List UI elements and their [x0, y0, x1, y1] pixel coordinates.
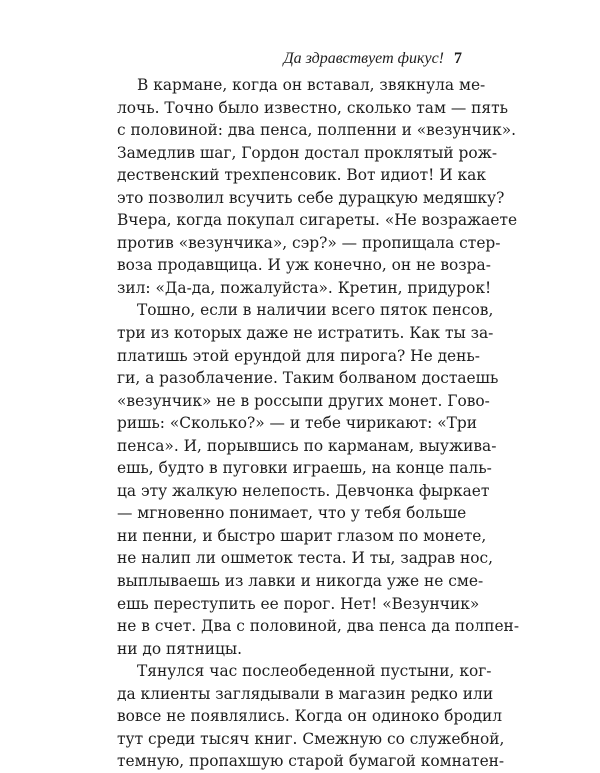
text-line: Тянулся час послеобеденной пустыни, ког- — [137, 662, 492, 681]
text-line: не в счет. Два с половиной, два пенса да полпен- — [117, 617, 520, 636]
text-line: это позволил всучить себе дурацкую медяшку? — [117, 188, 505, 207]
running-head — [120, 49, 462, 69]
text-line: темную, пропахшую старой бумагой комнатен- — [117, 752, 505, 771]
text-line: ришь: «Сколько?» — и тебе чирикают: «Три — [117, 414, 477, 433]
text-line: да клиенты заглядывали в магазин редко или — [117, 684, 494, 703]
page-number: 7 — [454, 50, 462, 67]
text-line: тут среди тысяч книг. Смежную со служебной, — [117, 729, 505, 748]
text-line: «везунчик» не в россыпи других монет. Гово- — [117, 391, 490, 410]
text-line: воза продавщица. И уж конечно, он не возра- — [117, 256, 491, 275]
paragraph — [117, 299, 520, 660]
text-line: дественский трехпенсовик. Вот идиот! И как — [117, 166, 486, 185]
text-line: ги, а разоблачение. Таким болваном достаешь — [117, 369, 499, 388]
text-line: В кармане, когда он вставал, звякнула ме- — [137, 76, 486, 94]
paragraph — [117, 74, 518, 299]
text-line: выплываешь из лавки и никогда уже не сме- — [117, 572, 484, 591]
text-line: не налип ли ошметок теста. И ты, задрав нос, — [117, 549, 493, 568]
text-line: три из которых даже не истратить. Как ты за- — [117, 324, 494, 343]
text-line: против «везунчика», сэр?» — пропищала стер- — [117, 233, 501, 252]
running-title: Да здравствует фикус! — [283, 50, 444, 67]
text-line: Вчера, когда покупал сигареты. «Не возражаете — [117, 211, 518, 230]
text-line: с половиной: два пенса, полпенни и «везунчик». — [117, 121, 517, 140]
text-line: ешь переступить ее порог. Нет! «Везунчик» — [117, 594, 480, 613]
text-line: ешь, будто в пуговки играешь, на конце паль- — [117, 459, 492, 478]
text-line: Тошно, если в наличии всего пяток пенсов, — [137, 301, 494, 320]
text-line: зил: «Да-да, пожалуйста». Кретин, придурок! — [117, 278, 492, 297]
text-line: лочь. Точно было известно, сколько там — пять — [117, 98, 508, 117]
text-line: ца эту жалкую нелепость. Девчонка фыркает — [117, 481, 490, 500]
text-line: пенса». И, порывшись по карманам, выужива- — [117, 436, 497, 455]
text-line: — мгновенно понимает, что у тебя больше — [117, 504, 467, 523]
text-line: ни до пятницы. — [117, 639, 243, 658]
paragraph — [117, 660, 505, 773]
text-line: платишь этой ерундой для пирога? Не день- — [117, 346, 480, 365]
body-text — [117, 74, 520, 773]
text-line: Замедлив шаг, Гордон достал проклятый рож- — [117, 143, 498, 162]
text-line: ни пенни, и быстро шарит глазом по монете, — [117, 526, 487, 545]
text-line: вовсе не появлялись. Когда он одиноко бродил — [117, 707, 503, 726]
